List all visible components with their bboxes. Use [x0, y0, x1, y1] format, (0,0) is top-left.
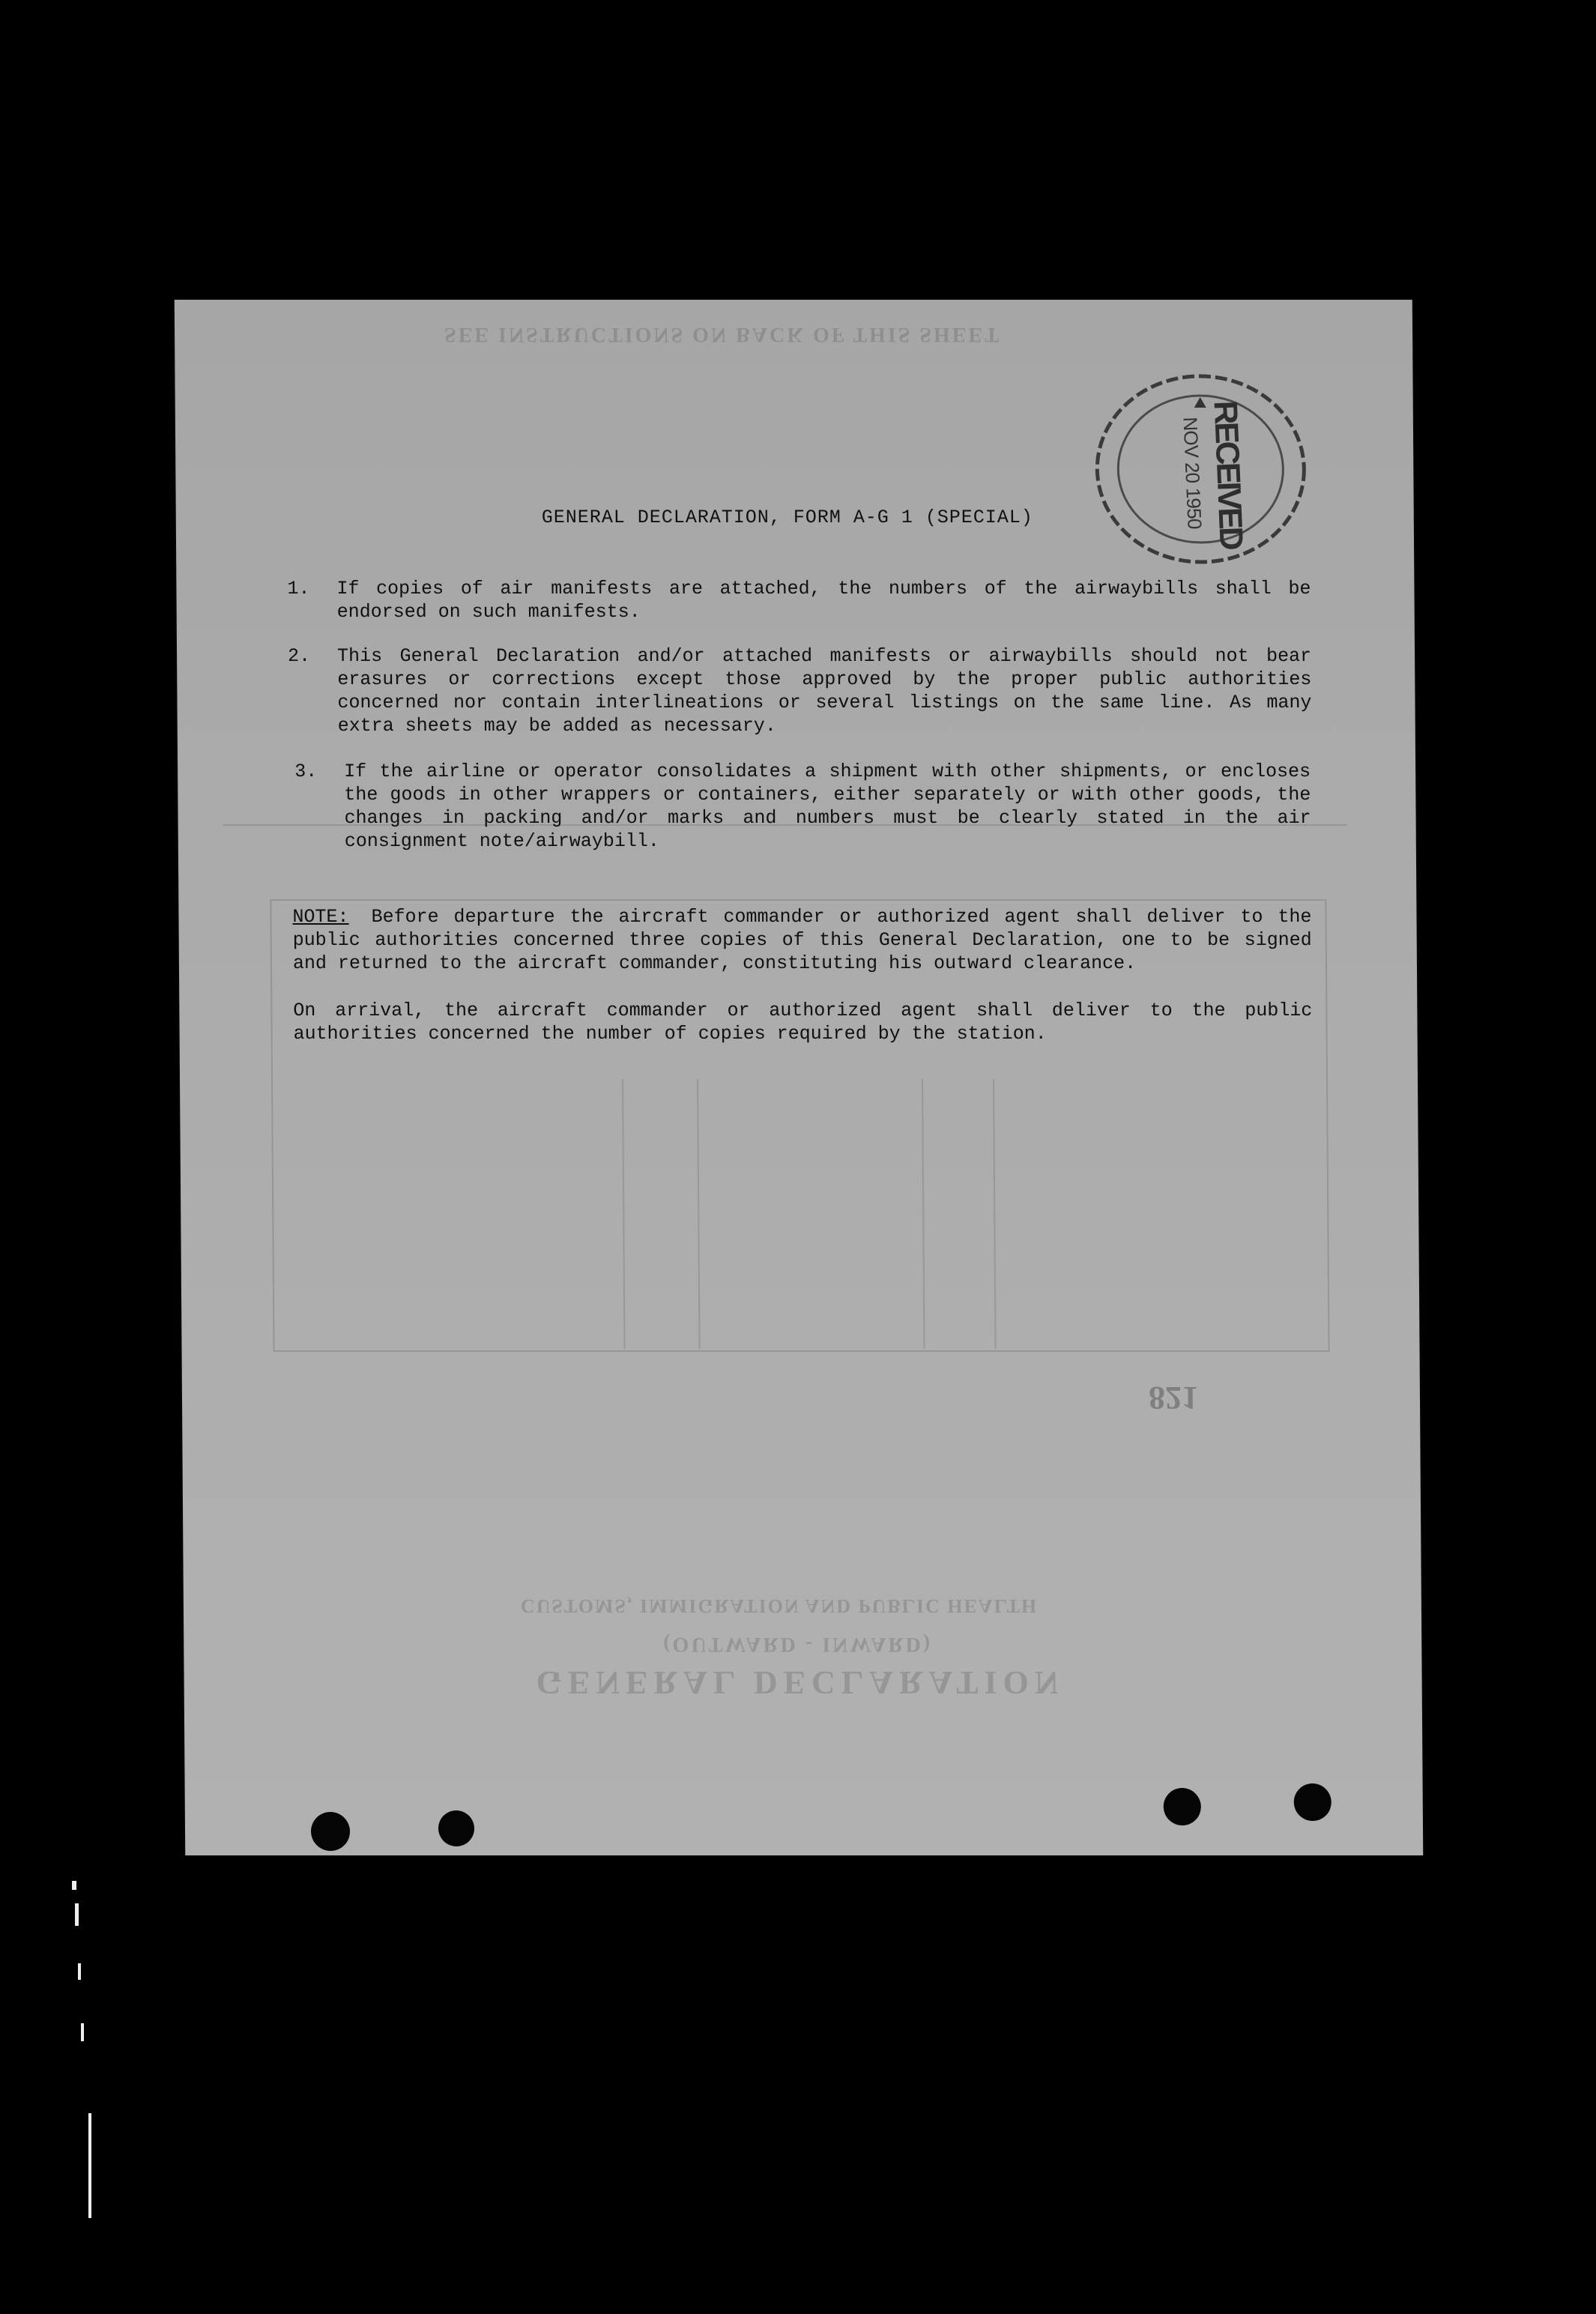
film-scratch — [75, 1903, 79, 1926]
film-scratch — [72, 1881, 76, 1890]
bleed-through-heading-1: CUSTOMS, IMMIGRATION AND PUBLIC HEALTH — [520, 1595, 1039, 1617]
plane-icon — [1194, 397, 1206, 408]
film-scratch — [81, 2023, 84, 2041]
instruction-text: This General Declaration and/or attached manifests or airwaybills should not bear erasures or corrections except those approved by the proper public authorities concerned nor contain interlineations or several listings on the same line. As many extra sheets may be added as necessary. — [336, 645, 1312, 737]
bleed-through-heading-2: (OUTWARD - INWARD) — [663, 1633, 933, 1656]
stamp-word: RECEIVED — [1206, 399, 1250, 552]
document-sheet — [175, 300, 1423, 1855]
instruction-text: If the airline or operator consolidates a shipment with other shipments, or encloses the goods in other wrappers or containers, either separately or with other goods, the changes in packing and/or marks and numbers must be clearly stated in the air consignment note/airwaybill. — [344, 761, 1311, 852]
bleed-through-number: 821 — [1148, 1380, 1199, 1416]
instruction-number: 1. — [287, 578, 310, 599]
arrival-paragraph: On arrival, the aircraft commander or authorized agent shall deliver to the public authorities concerned the number of copies required by the station. — [293, 1000, 1313, 1045]
film-scratch — [88, 2113, 91, 2218]
punch-hole — [1294, 1783, 1331, 1821]
instruction-text: If copies of air manifests are attached, the numbers of the airwaybills shall be endorsed on such manifests. — [336, 578, 1311, 623]
punch-hole — [1164, 1788, 1201, 1825]
punch-hole — [311, 1812, 350, 1851]
punch-hole — [438, 1810, 474, 1846]
form-title: GENERAL DECLARATION, FORM A-G 1 (SPECIAL) — [541, 507, 1033, 528]
note-block — [292, 905, 1313, 1069]
note-paragraph — [292, 905, 1312, 975]
stamp-date: NOV 20 1950 — [1179, 416, 1206, 530]
note-text: Before departure the aircraft commander or authorized agent shall deliver to the public authorities concerned three copies of this General Declaration, one to be signed and returned to the aircraft commander, constituting his outward clearance. — [292, 906, 1312, 974]
received-stamp — [1087, 366, 1314, 568]
film-scratch — [78, 1963, 81, 1980]
bleed-through-heading-3: GENERAL DECLARATION — [536, 1664, 1065, 1701]
bleed-through-top: SEE INSTRUCTIONS ON BACK OF THIS SHEET — [444, 323, 1001, 346]
instruction-number: 2. — [287, 645, 311, 667]
instruction-number: 3. — [294, 761, 318, 782]
note-label: NOTE: — [292, 906, 349, 928]
